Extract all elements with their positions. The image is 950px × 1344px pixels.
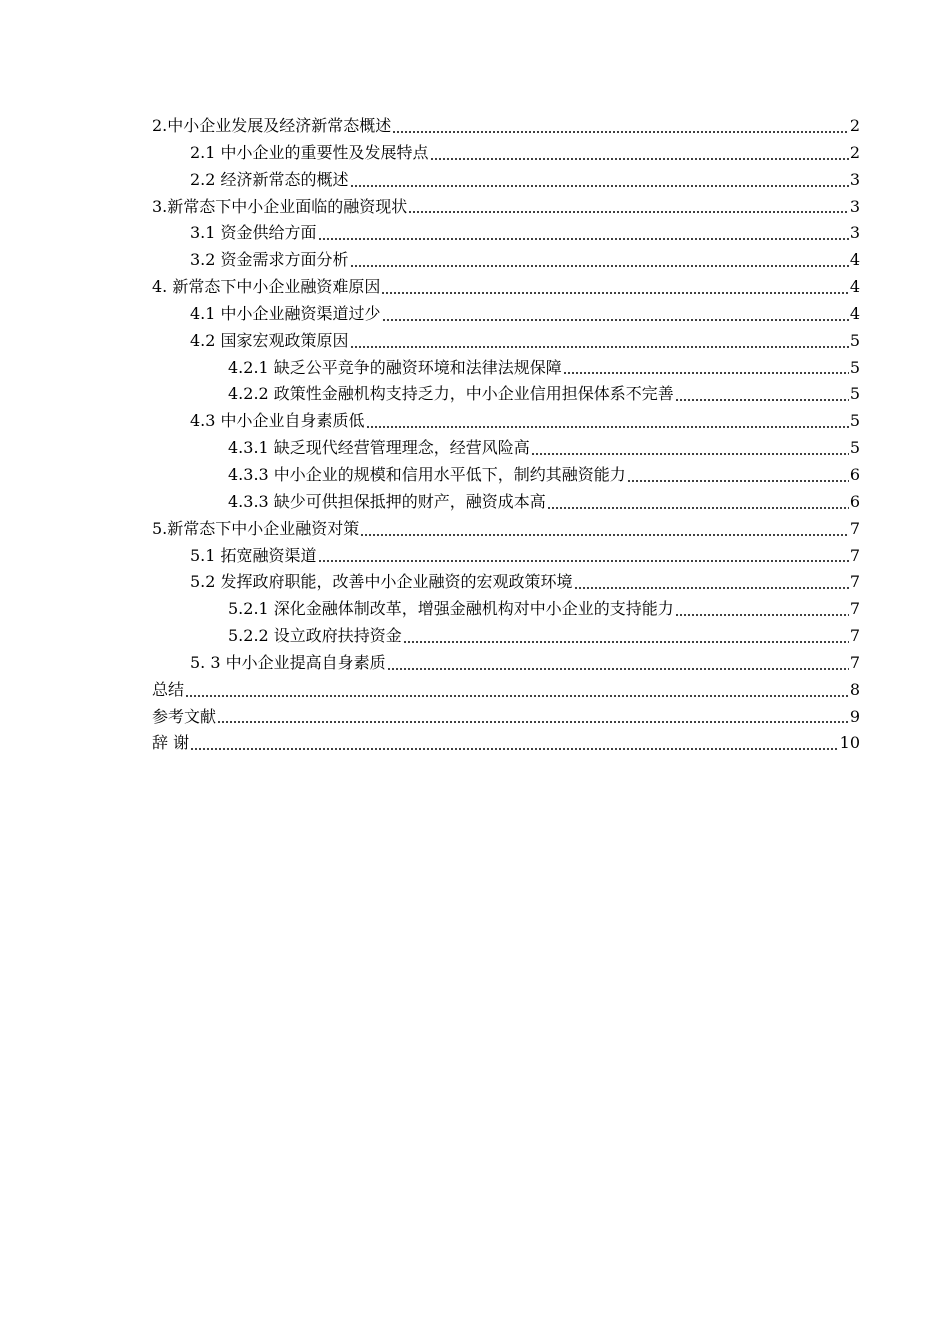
toc-entry-title: 2.中小企业发展及经济新常态概述 bbox=[152, 116, 392, 135]
toc-dot-leader bbox=[382, 319, 849, 321]
toc-entry[interactable] bbox=[152, 489, 860, 516]
toc-entry-page: 6 bbox=[849, 491, 860, 511]
toc-entry-page: 2 bbox=[849, 116, 860, 135]
toc-entry-title: 4.3.3 缺少可供担保抵押的财产，融资成本高 bbox=[228, 491, 546, 511]
toc-entry-title: 4.2.1 缺乏公平竞争的融资环境和法律法规保障 bbox=[228, 357, 562, 377]
toc-entry-title: 2.1 中小企业的重要性及发展特点 bbox=[190, 142, 429, 162]
toc-entry[interactable] bbox=[152, 704, 860, 731]
toc-entry-page: 7 bbox=[849, 518, 860, 538]
toc-entry-title: 4.2 国家宏观政策原因 bbox=[190, 330, 349, 350]
toc-entry-page: 4 bbox=[849, 303, 860, 323]
toc-dot-leader bbox=[531, 453, 849, 455]
toc-dot-leader bbox=[318, 560, 849, 562]
toc-dot-leader bbox=[627, 480, 849, 482]
toc-dot-leader bbox=[217, 721, 849, 723]
toc-entry[interactable] bbox=[152, 381, 860, 408]
toc-entry-page: 7 bbox=[849, 545, 860, 565]
toc-entry-page: 3 bbox=[849, 169, 860, 189]
toc-entry[interactable] bbox=[152, 247, 860, 274]
toc-entry-page: 7 bbox=[849, 626, 860, 646]
toc-dot-leader bbox=[366, 426, 849, 428]
toc-entry-title: 4.1 中小企业融资渠道过少 bbox=[190, 303, 381, 323]
toc-entry[interactable] bbox=[152, 596, 860, 623]
toc-entry-title: 5.1 拓宽融资渠道 bbox=[190, 545, 317, 565]
toc-entry-title: 5.2 发挥政府职能，改善中小企业融资的宏观政策环境 bbox=[190, 572, 573, 592]
toc-entry-page: 3 bbox=[849, 223, 860, 243]
toc-entry[interactable] bbox=[152, 408, 860, 435]
toc-entry-page: 2 bbox=[849, 142, 860, 162]
toc-entry-page: 6 bbox=[849, 464, 860, 484]
toc-entry-page: 4 bbox=[849, 277, 860, 297]
toc-dot-leader bbox=[547, 507, 849, 509]
toc-entry-page: 7 bbox=[849, 599, 860, 619]
toc-dot-leader bbox=[350, 265, 849, 267]
toc-entry-title: 4.3 中小企业自身素质低 bbox=[190, 411, 365, 431]
toc-dot-leader bbox=[430, 158, 849, 160]
toc-entry-page: 4 bbox=[849, 250, 860, 270]
toc-entry[interactable] bbox=[152, 623, 860, 650]
toc-entry[interactable] bbox=[152, 435, 860, 462]
toc-entry[interactable] bbox=[152, 274, 860, 301]
toc-entry[interactable] bbox=[152, 194, 860, 221]
toc-entry[interactable] bbox=[152, 569, 860, 596]
toc-entry-title: 5.2.1 深化金融体制改革，增强金融机构对中小企业的支持能力 bbox=[228, 599, 674, 619]
toc-entry-page: 7 bbox=[849, 652, 860, 672]
toc-entry-title: 3.新常态下中小企业面临的融资现状 bbox=[152, 196, 408, 216]
toc-entry-title: 4.3.1 缺乏现代经营管理理念，经营风险高 bbox=[228, 438, 530, 458]
toc-dot-leader bbox=[350, 185, 849, 187]
toc-entry[interactable] bbox=[152, 355, 860, 382]
toc-entry-title: 5.新常态下中小企业融资对策 bbox=[152, 518, 360, 538]
toc-entry-page: 7 bbox=[849, 572, 860, 592]
toc-entry-page: 8 bbox=[849, 679, 860, 699]
toc-entry[interactable] bbox=[152, 167, 860, 194]
toc-dot-leader bbox=[392, 131, 849, 133]
toc-dot-leader bbox=[387, 668, 849, 670]
toc-entry-page: 5 bbox=[849, 384, 860, 404]
toc-entry-title: 5.2.2 设立政府扶持资金 bbox=[228, 626, 402, 646]
toc-dot-leader bbox=[675, 614, 849, 616]
toc-entry[interactable] bbox=[152, 301, 860, 328]
toc-dot-leader bbox=[185, 695, 849, 697]
toc-entry[interactable] bbox=[152, 140, 860, 167]
toc-entry-page: 5 bbox=[849, 411, 860, 431]
toc-entry-title: 2.2 经济新常态的概述 bbox=[190, 169, 349, 189]
toc-dot-leader bbox=[408, 211, 849, 213]
toc-entry[interactable] bbox=[152, 462, 860, 489]
toc-entry-title: 4.2.2 政策性金融机构支持乏力，中小企业信用担保体系不完善 bbox=[228, 384, 674, 404]
toc-entry[interactable] bbox=[152, 730, 860, 757]
toc-entry-page: 5 bbox=[849, 357, 860, 377]
toc-entry-title: 5. 3 中小企业提高自身素质 bbox=[190, 652, 386, 672]
toc-dot-leader bbox=[381, 292, 848, 294]
toc-entry-page: 10 bbox=[839, 733, 860, 753]
toc-entry[interactable] bbox=[152, 328, 860, 355]
toc-entry-page: 5 bbox=[849, 438, 860, 458]
toc-dot-leader bbox=[403, 641, 849, 643]
toc-dot-leader bbox=[360, 534, 849, 536]
table-of-contents bbox=[152, 113, 860, 757]
toc-dot-leader bbox=[190, 748, 839, 750]
toc-dot-leader bbox=[563, 372, 849, 374]
toc-entry-title: 辞 谢 bbox=[152, 733, 190, 753]
toc-entry-title: 3.2 资金需求方面分析 bbox=[190, 250, 349, 270]
toc-entry-page: 9 bbox=[849, 706, 860, 726]
toc-entry[interactable] bbox=[152, 113, 860, 140]
toc-entry-title: 参考文献 bbox=[152, 706, 217, 726]
toc-entry-page: 5 bbox=[849, 330, 860, 350]
toc-entry-title: 总结 bbox=[152, 679, 185, 699]
toc-entry-page: 3 bbox=[849, 196, 860, 216]
toc-dot-leader bbox=[574, 587, 849, 589]
toc-dot-leader bbox=[318, 238, 849, 240]
toc-dot-leader bbox=[350, 346, 849, 348]
toc-entry-title: 4.3.3 中小企业的规模和信用水平低下，制约其融资能力 bbox=[228, 464, 626, 484]
toc-entry-title: 4. 新常态下中小企业融资难原因 bbox=[152, 277, 381, 297]
toc-entry-title: 3.1 资金供给方面 bbox=[190, 223, 317, 243]
toc-entry[interactable] bbox=[152, 650, 860, 677]
toc-dot-leader bbox=[675, 399, 849, 401]
toc-entry[interactable] bbox=[152, 220, 860, 247]
toc-entry[interactable] bbox=[152, 543, 860, 570]
toc-entry[interactable] bbox=[152, 516, 860, 543]
toc-entry[interactable] bbox=[152, 677, 860, 704]
